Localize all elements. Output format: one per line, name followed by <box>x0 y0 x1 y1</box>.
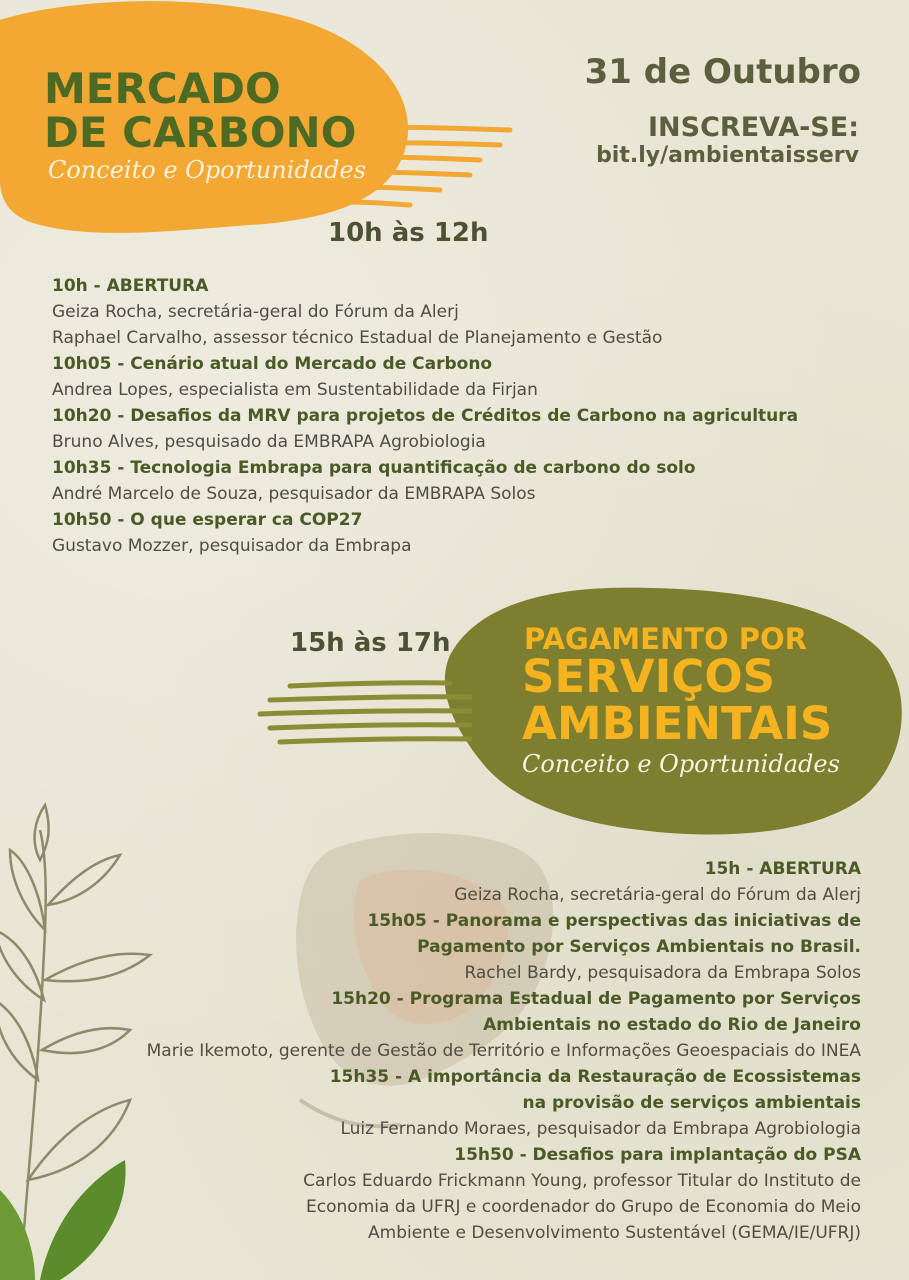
schedule-speaker: Geiza Rocha, secretária-geral do Fórum da Alerj <box>52 302 459 322</box>
session2-schedule <box>147 856 861 1246</box>
schedule-topic: 15h50 - Desafios para implantação do PSA <box>454 1145 861 1165</box>
session2-title-line3: AMBIENTAIS <box>522 697 833 750</box>
schedule-topic: 10h50 - O que esperar ca COP27 <box>52 510 363 530</box>
schedule-speaker: Bruno Alves, pesquisado da EMBRAPA Agrobiologia <box>52 432 486 452</box>
session2-title-line2: SERVIÇOS <box>522 650 776 703</box>
event-date: 31 de Outubro <box>584 52 861 92</box>
schedule-speaker: Luiz Fernando Moraes, pesquisador da Embrapa Agrobiologia <box>340 1119 861 1139</box>
schedule-speaker: Gustavo Mozzer, pesquisador da Embrapa <box>52 536 412 556</box>
schedule-speaker: Rachel Bardy, pesquisadora da Embrapa Solos <box>464 963 861 983</box>
session2-subtitle: Conceito e Oportunidades <box>522 750 840 778</box>
schedule-topic: na provisão de serviços ambientais <box>522 1093 861 1113</box>
session2-time: 15h às 17h <box>290 628 451 658</box>
signup-label: INSCREVA-SE: <box>648 112 859 143</box>
schedule-topic: Ambientais no estado do Rio de Janeiro <box>483 1015 861 1035</box>
schedule-topic: 15h35 - A importância da Restauração de Ecossistemas <box>329 1067 861 1087</box>
session2-title-line1: PAGAMENTO POR <box>524 622 807 656</box>
schedule-topic: 15h05 - Panorama e perspectivas das iniciativas de <box>367 911 861 931</box>
session1-title-line2: DE CARBONO <box>44 108 357 157</box>
schedule-topic: 10h35 - Tecnologia Embrapa para quantificação de carbono do solo <box>52 458 696 478</box>
schedule-topic: 15h - ABERTURA <box>704 859 861 879</box>
schedule-speaker: Raphael Carvalho, assessor técnico Estadual de Planejamento e Gestão <box>52 328 663 348</box>
schedule-topic: 10h05 - Cenário atual do Mercado de Carbono <box>52 354 493 374</box>
schedule-speaker: Carlos Eduardo Frickmann Young, professor Titular do Instituto de <box>303 1171 861 1191</box>
session1-time: 10h às 12h <box>328 218 489 248</box>
session1-title-line1: MERCADO <box>44 64 281 113</box>
schedule-topic: 10h20 - Desafios da MRV para projetos de Créditos de Carbono na agricultura <box>52 406 799 426</box>
schedule-speaker: Economia da UFRJ e coordenador do Grupo de Economia do Meio <box>306 1197 861 1217</box>
schedule-speaker: Geiza Rocha, secretária-geral do Fórum da Alerj <box>454 885 861 905</box>
green-leaf <box>0 1160 126 1280</box>
schedule-speaker: Marie Ikemoto, gerente de Gestão de Território e Informações Geoespaciais do INEA <box>146 1041 861 1061</box>
session1-schedule <box>52 273 798 559</box>
signup-link[interactable]: bit.ly/ambientaisserv <box>596 143 859 168</box>
schedule-speaker: Ambiente e Desenvolvimento Sustentável (GEMA/IE/UFRJ) <box>368 1223 861 1243</box>
session1-subtitle: Conceito e Oportunidades <box>48 156 366 184</box>
schedule-speaker: André Marcelo de Souza, pesquisador da EMBRAPA Solos <box>52 484 536 504</box>
schedule-speaker: Andrea Lopes, especialista em Sustentabilidade da Firjan <box>52 380 538 400</box>
olive-stripes <box>260 683 470 742</box>
schedule-topic: 15h20 - Programa Estadual de Pagamento por Serviços <box>331 989 861 1009</box>
schedule-topic: 10h - ABERTURA <box>52 276 209 296</box>
schedule-topic: Pagamento por Serviços Ambientais no Brasil. <box>417 937 861 957</box>
